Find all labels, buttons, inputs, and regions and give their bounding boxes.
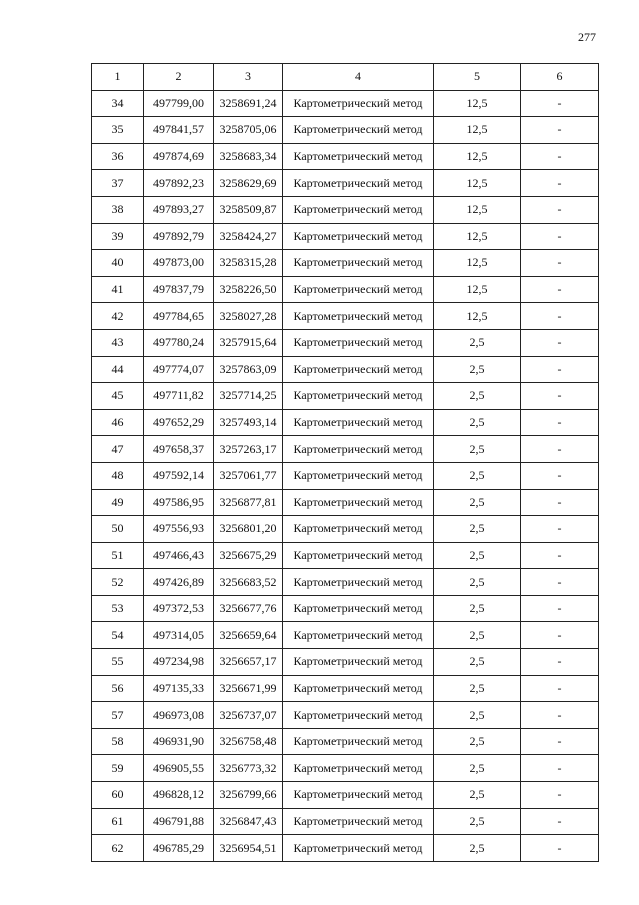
point-number-cell: 57 [92, 702, 144, 729]
point-number-cell: 56 [92, 675, 144, 702]
y-coordinate-cell: 3256675,29 [214, 542, 283, 569]
accuracy-cell: 2,5 [434, 516, 521, 543]
table-row [92, 462, 599, 489]
x-coordinate-cell: 497780,24 [144, 329, 214, 356]
table-row [92, 755, 599, 782]
table-row [92, 356, 599, 383]
method-cell: Картометрический метод [283, 170, 434, 197]
table-row [92, 196, 599, 223]
table-row [92, 436, 599, 463]
x-coordinate-cell: 497874,69 [144, 143, 214, 170]
y-coordinate-cell: 3257714,25 [214, 383, 283, 410]
table-row [92, 276, 599, 303]
method-cell: Картометрический метод [283, 835, 434, 862]
table-row [92, 835, 599, 862]
note-cell: - [521, 595, 599, 622]
note-cell: - [521, 755, 599, 782]
method-cell: Картометрический метод [283, 702, 434, 729]
note-cell: - [521, 702, 599, 729]
accuracy-cell: 12,5 [434, 143, 521, 170]
accuracy-cell: 2,5 [434, 383, 521, 410]
x-coordinate-cell: 497892,23 [144, 170, 214, 197]
y-coordinate-cell: 3258509,87 [214, 196, 283, 223]
method-cell: Картометрический метод [283, 409, 434, 436]
accuracy-cell: 2,5 [434, 356, 521, 383]
x-coordinate-cell: 496973,08 [144, 702, 214, 729]
accuracy-cell: 2,5 [434, 462, 521, 489]
table-row [92, 329, 599, 356]
table-row [92, 303, 599, 330]
y-coordinate-cell: 3256737,07 [214, 702, 283, 729]
y-coordinate-cell: 3256799,66 [214, 782, 283, 809]
x-coordinate-cell: 497893,27 [144, 196, 214, 223]
accuracy-cell: 2,5 [434, 329, 521, 356]
point-number-cell: 46 [92, 409, 144, 436]
y-coordinate-cell: 3258683,34 [214, 143, 283, 170]
note-cell: - [521, 90, 599, 117]
point-number-cell: 37 [92, 170, 144, 197]
y-coordinate-cell: 3258226,50 [214, 276, 283, 303]
point-number-cell: 54 [92, 622, 144, 649]
note-cell: - [521, 303, 599, 330]
accuracy-cell: 12,5 [434, 223, 521, 250]
column-header: 4 [283, 64, 434, 91]
table-row [92, 117, 599, 144]
column-header: 1 [92, 64, 144, 91]
method-cell: Картометрический метод [283, 728, 434, 755]
x-coordinate-cell: 497234,98 [144, 649, 214, 676]
accuracy-cell: 2,5 [434, 755, 521, 782]
y-coordinate-cell: 3256657,17 [214, 649, 283, 676]
method-cell: Картометрический метод [283, 356, 434, 383]
note-cell: - [521, 250, 599, 277]
table-row [92, 649, 599, 676]
y-coordinate-cell: 3257915,64 [214, 329, 283, 356]
point-number-cell: 60 [92, 782, 144, 809]
table-row [92, 409, 599, 436]
x-coordinate-cell: 496791,88 [144, 808, 214, 835]
note-cell: - [521, 649, 599, 676]
x-coordinate-cell: 497652,29 [144, 409, 214, 436]
coordinates-table [91, 63, 599, 862]
note-cell: - [521, 383, 599, 410]
note-cell: - [521, 569, 599, 596]
method-cell: Картометрический метод [283, 622, 434, 649]
x-coordinate-cell: 496785,29 [144, 835, 214, 862]
point-number-cell: 47 [92, 436, 144, 463]
table-row [92, 170, 599, 197]
note-cell: - [521, 835, 599, 862]
point-number-cell: 40 [92, 250, 144, 277]
y-coordinate-cell: 3256847,43 [214, 808, 283, 835]
table-row [92, 675, 599, 702]
method-cell: Картометрический метод [283, 542, 434, 569]
method-cell: Картометрический метод [283, 117, 434, 144]
point-number-cell: 41 [92, 276, 144, 303]
y-coordinate-cell: 3256773,32 [214, 755, 283, 782]
table-row [92, 542, 599, 569]
table-row [92, 569, 599, 596]
table-row [92, 383, 599, 410]
method-cell: Картометрический метод [283, 675, 434, 702]
accuracy-cell: 2,5 [434, 675, 521, 702]
accuracy-cell: 2,5 [434, 542, 521, 569]
y-coordinate-cell: 3258705,06 [214, 117, 283, 144]
x-coordinate-cell: 497711,82 [144, 383, 214, 410]
column-header: 6 [521, 64, 599, 91]
method-cell: Картометрический метод [283, 755, 434, 782]
x-coordinate-cell: 497658,37 [144, 436, 214, 463]
accuracy-cell: 2,5 [434, 728, 521, 755]
point-number-cell: 53 [92, 595, 144, 622]
accuracy-cell: 12,5 [434, 90, 521, 117]
note-cell: - [521, 409, 599, 436]
method-cell: Картометрический метод [283, 143, 434, 170]
x-coordinate-cell: 497135,33 [144, 675, 214, 702]
note-cell: - [521, 808, 599, 835]
x-coordinate-cell: 497586,95 [144, 489, 214, 516]
y-coordinate-cell: 3258315,28 [214, 250, 283, 277]
method-cell: Картометрический метод [283, 782, 434, 809]
note-cell: - [521, 117, 599, 144]
accuracy-cell: 12,5 [434, 117, 521, 144]
y-coordinate-cell: 3257263,17 [214, 436, 283, 463]
table-row [92, 250, 599, 277]
method-cell: Картометрический метод [283, 329, 434, 356]
point-number-cell: 44 [92, 356, 144, 383]
x-coordinate-cell: 497372,53 [144, 595, 214, 622]
table-header-row [92, 64, 599, 91]
note-cell: - [521, 542, 599, 569]
accuracy-cell: 2,5 [434, 569, 521, 596]
note-cell: - [521, 436, 599, 463]
point-number-cell: 62 [92, 835, 144, 862]
table-row [92, 782, 599, 809]
method-cell: Картометрический метод [283, 196, 434, 223]
table-row [92, 143, 599, 170]
accuracy-cell: 2,5 [434, 622, 521, 649]
point-number-cell: 42 [92, 303, 144, 330]
table-row [92, 223, 599, 250]
accuracy-cell: 2,5 [434, 782, 521, 809]
x-coordinate-cell: 497837,79 [144, 276, 214, 303]
x-coordinate-cell: 497466,43 [144, 542, 214, 569]
column-header: 5 [434, 64, 521, 91]
point-number-cell: 36 [92, 143, 144, 170]
x-coordinate-cell: 497592,14 [144, 462, 214, 489]
accuracy-cell: 2,5 [434, 436, 521, 463]
point-number-cell: 43 [92, 329, 144, 356]
x-coordinate-cell: 496931,90 [144, 728, 214, 755]
table-row [92, 808, 599, 835]
y-coordinate-cell: 3256671,99 [214, 675, 283, 702]
note-cell: - [521, 329, 599, 356]
y-coordinate-cell: 3258691,24 [214, 90, 283, 117]
point-number-cell: 35 [92, 117, 144, 144]
note-cell: - [521, 276, 599, 303]
point-number-cell: 39 [92, 223, 144, 250]
accuracy-cell: 12,5 [434, 170, 521, 197]
y-coordinate-cell: 3256683,52 [214, 569, 283, 596]
point-number-cell: 58 [92, 728, 144, 755]
y-coordinate-cell: 3257863,09 [214, 356, 283, 383]
method-cell: Картометрический метод [283, 649, 434, 676]
point-number-cell: 38 [92, 196, 144, 223]
y-coordinate-cell: 3256954,51 [214, 835, 283, 862]
table-body [92, 90, 599, 861]
x-coordinate-cell: 496905,55 [144, 755, 214, 782]
x-coordinate-cell: 497774,07 [144, 356, 214, 383]
accuracy-cell: 2,5 [434, 808, 521, 835]
x-coordinate-cell: 497556,93 [144, 516, 214, 543]
point-number-cell: 61 [92, 808, 144, 835]
note-cell: - [521, 196, 599, 223]
x-coordinate-cell: 497841,57 [144, 117, 214, 144]
point-number-cell: 45 [92, 383, 144, 410]
note-cell: - [521, 170, 599, 197]
point-number-cell: 34 [92, 90, 144, 117]
accuracy-cell: 2,5 [434, 649, 521, 676]
x-coordinate-cell: 497426,89 [144, 569, 214, 596]
x-coordinate-cell: 497873,00 [144, 250, 214, 277]
table-row [92, 622, 599, 649]
x-coordinate-cell: 497314,05 [144, 622, 214, 649]
method-cell: Картометрический метод [283, 516, 434, 543]
method-cell: Картометрический метод [283, 90, 434, 117]
accuracy-cell: 2,5 [434, 489, 521, 516]
point-number-cell: 49 [92, 489, 144, 516]
point-number-cell: 55 [92, 649, 144, 676]
y-coordinate-cell: 3257493,14 [214, 409, 283, 436]
point-number-cell: 51 [92, 542, 144, 569]
y-coordinate-cell: 3256677,76 [214, 595, 283, 622]
x-coordinate-cell: 497799,00 [144, 90, 214, 117]
y-coordinate-cell: 3256659,64 [214, 622, 283, 649]
method-cell: Картометрический метод [283, 595, 434, 622]
note-cell: - [521, 489, 599, 516]
accuracy-cell: 12,5 [434, 196, 521, 223]
method-cell: Картометрический метод [283, 489, 434, 516]
note-cell: - [521, 782, 599, 809]
point-number-cell: 48 [92, 462, 144, 489]
note-cell: - [521, 143, 599, 170]
note-cell: - [521, 462, 599, 489]
accuracy-cell: 12,5 [434, 303, 521, 330]
accuracy-cell: 12,5 [434, 250, 521, 277]
note-cell: - [521, 675, 599, 702]
column-header: 2 [144, 64, 214, 91]
accuracy-cell: 2,5 [434, 702, 521, 729]
table-row [92, 595, 599, 622]
x-coordinate-cell: 496828,12 [144, 782, 214, 809]
note-cell: - [521, 622, 599, 649]
accuracy-cell: 2,5 [434, 835, 521, 862]
method-cell: Картометрический метод [283, 462, 434, 489]
y-coordinate-cell: 3256758,48 [214, 728, 283, 755]
note-cell: - [521, 356, 599, 383]
accuracy-cell: 12,5 [434, 276, 521, 303]
accuracy-cell: 2,5 [434, 595, 521, 622]
method-cell: Картометрический метод [283, 569, 434, 596]
page-number: 277 [578, 30, 596, 44]
note-cell: - [521, 516, 599, 543]
x-coordinate-cell: 497784,65 [144, 303, 214, 330]
note-cell: - [521, 223, 599, 250]
point-number-cell: 50 [92, 516, 144, 543]
point-number-cell: 59 [92, 755, 144, 782]
y-coordinate-cell: 3258027,28 [214, 303, 283, 330]
table-row [92, 516, 599, 543]
y-coordinate-cell: 3256877,81 [214, 489, 283, 516]
point-number-cell: 52 [92, 569, 144, 596]
method-cell: Картометрический метод [283, 808, 434, 835]
table-row [92, 90, 599, 117]
y-coordinate-cell: 3256801,20 [214, 516, 283, 543]
method-cell: Картометрический метод [283, 383, 434, 410]
method-cell: Картометрический метод [283, 250, 434, 277]
table-row [92, 702, 599, 729]
method-cell: Картометрический метод [283, 276, 434, 303]
accuracy-cell: 2,5 [434, 409, 521, 436]
method-cell: Картометрический метод [283, 436, 434, 463]
x-coordinate-cell: 497892,79 [144, 223, 214, 250]
note-cell: - [521, 728, 599, 755]
column-header: 3 [214, 64, 283, 91]
y-coordinate-cell: 3258424,27 [214, 223, 283, 250]
y-coordinate-cell: 3257061,77 [214, 462, 283, 489]
table-row [92, 728, 599, 755]
table-row [92, 489, 599, 516]
method-cell: Картометрический метод [283, 303, 434, 330]
y-coordinate-cell: 3258629,69 [214, 170, 283, 197]
method-cell: Картометрический метод [283, 223, 434, 250]
